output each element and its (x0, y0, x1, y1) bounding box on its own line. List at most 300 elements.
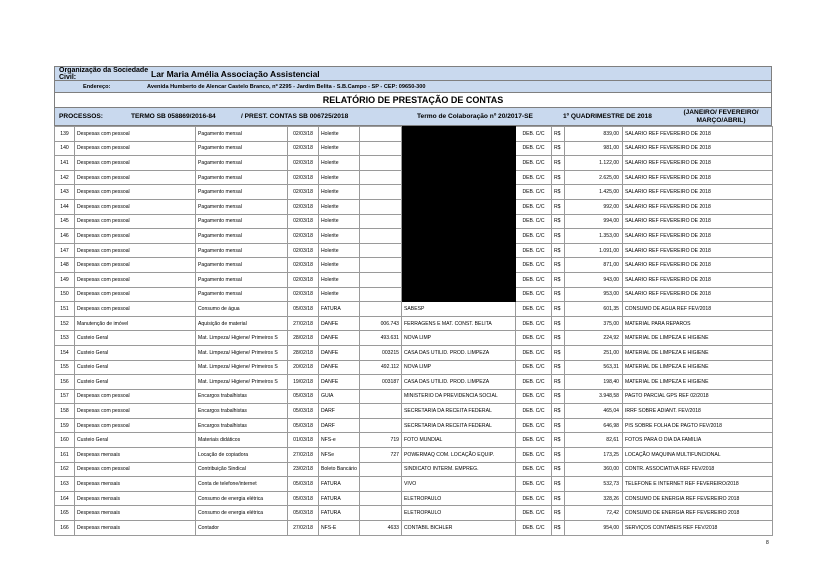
supplier-cell (402, 214, 516, 229)
category-cell: Despesas com pessoal (75, 272, 196, 287)
document-type-cell: DARF (319, 418, 360, 433)
description-cell: Conta de telefone/internet (196, 477, 288, 492)
currency-cell: R$ (552, 302, 565, 317)
description-cell: Pagamento mensal (196, 141, 288, 156)
currency-cell: R$ (552, 272, 565, 287)
date-cell: 01/03/18 (288, 433, 319, 448)
value-cell: 563,31 (565, 360, 623, 375)
date-cell: 27/02/18 (288, 316, 319, 331)
table-row (55, 331, 773, 346)
category-cell: Despesas com pessoal (75, 229, 196, 244)
history-cell: SALARIO REF FEVEREIRO DE 2018 (623, 156, 773, 171)
description-cell: Pagamento mensal (196, 229, 288, 244)
description-cell: Contribuição Sindical (196, 462, 288, 477)
description-cell: Pagamento mensal (196, 185, 288, 200)
currency-cell: R$ (552, 360, 565, 375)
value-cell: 646,98 (565, 418, 623, 433)
currency-cell: R$ (552, 462, 565, 477)
payment-method-cell: DEB. C/C (516, 506, 552, 521)
document-type-cell: Holerite (319, 185, 360, 200)
document-number-cell (360, 243, 402, 258)
row-number-cell: 149 (55, 272, 75, 287)
history-cell: SALARIO REF FEVEREIRO DE 2018 (623, 127, 773, 142)
value-cell: 251,00 (565, 345, 623, 360)
row-number-cell: 144 (55, 199, 75, 214)
history-cell: SALARIO REF FEVEREIRO DE 2018 (623, 141, 773, 156)
value-cell: 1.353,00 (565, 229, 623, 244)
document-number-cell (360, 170, 402, 185)
supplier-cell: NOVA LIMP (402, 331, 516, 346)
payment-method-cell: DEB. C/C (516, 199, 552, 214)
value-cell: 954,00 (565, 521, 623, 536)
payment-method-cell: DEB. C/C (516, 316, 552, 331)
document-number-cell (360, 214, 402, 229)
document-type-cell: NFS-E (319, 521, 360, 536)
category-cell: Despesas com pessoal (75, 170, 196, 185)
value-cell: 839,00 (565, 127, 623, 142)
table-row (55, 214, 773, 229)
currency-cell: R$ (552, 389, 565, 404)
currency-cell: R$ (552, 185, 565, 200)
row-number-cell: 163 (55, 477, 75, 492)
document-type-cell: FATURA (319, 477, 360, 492)
currency-cell: R$ (552, 316, 565, 331)
table-row (55, 302, 773, 317)
document-type-cell: DANFE (319, 360, 360, 375)
description-cell: Pagamento mensal (196, 199, 288, 214)
table-row (55, 360, 773, 375)
category-cell: Despesas com pessoal (75, 418, 196, 433)
description-cell: Materiais didáticos (196, 433, 288, 448)
history-cell: SERVIÇOS CONTABEIS REF FEV/2018 (623, 521, 773, 536)
row-number-cell: 153 (55, 331, 75, 346)
history-cell: IRRF SOBRE ADIANT. FEV/2018 (623, 404, 773, 419)
report-title: RELATÓRIO DE PRESTAÇÃO DE CONTAS (54, 93, 772, 108)
table-row (55, 345, 773, 360)
document-number-cell: 719 (360, 433, 402, 448)
document-number-cell (360, 287, 402, 302)
processes-header (54, 108, 772, 126)
document-number-cell (360, 506, 402, 521)
date-cell: 02/03/18 (288, 214, 319, 229)
document-type-cell: FATURA (319, 491, 360, 506)
category-cell: Despesas com pessoal (75, 185, 196, 200)
supplier-cell (402, 243, 516, 258)
document-type-cell: Holerite (319, 199, 360, 214)
currency-cell: R$ (552, 448, 565, 463)
table-row (55, 229, 773, 244)
category-cell: Custeio Geral (75, 375, 196, 390)
description-cell: Contador (196, 521, 288, 536)
category-cell: Despesas com pessoal (75, 243, 196, 258)
supplier-cell (402, 272, 516, 287)
document-type-cell: DANFE (319, 375, 360, 390)
description-cell: Mat. Limpeza/ Higiene/ Primeiros S (196, 345, 288, 360)
payment-method-cell: DEB. C/C (516, 404, 552, 419)
table-row (55, 156, 773, 171)
supplier-cell (402, 185, 516, 200)
payment-method-cell: DEB. C/C (516, 477, 552, 492)
row-number-cell: 154 (55, 345, 75, 360)
history-cell: TELEFONE E INTERNET REF FEVEREIRO/2018 (623, 477, 773, 492)
document-type-cell: Holerite (319, 127, 360, 142)
supplier-cell (402, 156, 516, 171)
report-sheet (54, 66, 772, 536)
description-cell: Locação de copiadora (196, 448, 288, 463)
prestacao-contas-number: / PREST. CONTAS SB 006725/2018 (241, 113, 349, 120)
value-cell: 532,73 (565, 477, 623, 492)
supplier-cell: VIVO (402, 477, 516, 492)
row-number-cell: 142 (55, 170, 75, 185)
row-number-cell: 150 (55, 287, 75, 302)
document-type-cell: GUIA (319, 389, 360, 404)
date-cell: 23/02/18 (288, 462, 319, 477)
date-cell: 02/03/18 (288, 156, 319, 171)
value-cell: 981,00 (565, 141, 623, 156)
payment-method-cell: DEB. C/C (516, 214, 552, 229)
date-cell: 05/03/18 (288, 389, 319, 404)
organization-header (54, 66, 772, 81)
row-number-cell: 162 (55, 462, 75, 477)
document-number-cell: 493.631 (360, 331, 402, 346)
currency-cell: R$ (552, 170, 565, 185)
table-row (55, 185, 773, 200)
document-number-cell (360, 229, 402, 244)
value-cell: 992,00 (565, 199, 623, 214)
supplier-cell: ELETROPAULO (402, 491, 516, 506)
table-row (55, 389, 773, 404)
supplier-cell: FERRAGENS E MAT. CONST. BELITA (402, 316, 516, 331)
row-number-cell: 151 (55, 302, 75, 317)
category-cell: Despesas mensais (75, 506, 196, 521)
document-number-cell (360, 127, 402, 142)
category-cell: Custeio Geral (75, 331, 196, 346)
row-number-cell: 156 (55, 375, 75, 390)
payment-method-cell: DEB. C/C (516, 418, 552, 433)
supplier-cell: SECRETARIA DA RECEITA FEDERAL (402, 404, 516, 419)
supplier-cell: ELETROPAULO (402, 506, 516, 521)
description-cell: Mat. Limpeza/ Higiene/ Primeiros S (196, 331, 288, 346)
termo-number: TERMO SB 058869/2016-84 (131, 113, 216, 120)
row-number-cell: 160 (55, 433, 75, 448)
row-number-cell: 158 (55, 404, 75, 419)
category-cell: Despesas mensais (75, 448, 196, 463)
document-number-cell (360, 302, 402, 317)
document-number-cell: 003187 (360, 375, 402, 390)
date-cell: 05/03/18 (288, 477, 319, 492)
currency-cell: R$ (552, 506, 565, 521)
document-type-cell: Holerite (319, 287, 360, 302)
payment-method-cell: DEB. C/C (516, 521, 552, 536)
value-cell: 72,42 (565, 506, 623, 521)
history-cell: MATERIAL DE LIMPEZA E HIGIENE (623, 345, 773, 360)
description-cell: Consumo de energia elétrica (196, 491, 288, 506)
payment-method-cell: DEB. C/C (516, 287, 552, 302)
document-number-cell (360, 404, 402, 419)
supplier-cell (402, 258, 516, 273)
currency-cell: R$ (552, 229, 565, 244)
description-cell: Encargos trabalhistas (196, 404, 288, 419)
processes-label: PROCESSOS: (59, 113, 103, 120)
payment-method-cell: DEB. C/C (516, 185, 552, 200)
date-cell: 02/03/18 (288, 258, 319, 273)
table-row (55, 316, 773, 331)
row-number-cell: 146 (55, 229, 75, 244)
history-cell: CONTR. ASSOCIATIVA REF FEV/2018 (623, 462, 773, 477)
table-row (55, 521, 773, 536)
document-number-cell (360, 258, 402, 273)
description-cell: Pagamento mensal (196, 287, 288, 302)
category-cell: Despesas com pessoal (75, 127, 196, 142)
payment-method-cell: DEB. C/C (516, 462, 552, 477)
value-cell: 375,00 (565, 316, 623, 331)
payment-method-cell: DEB. C/C (516, 360, 552, 375)
table-row (55, 141, 773, 156)
currency-cell: R$ (552, 375, 565, 390)
document-type-cell: Holerite (319, 170, 360, 185)
currency-cell: R$ (552, 243, 565, 258)
row-number-cell: 157 (55, 389, 75, 404)
date-cell: 27/02/18 (288, 521, 319, 536)
document-number-cell (360, 389, 402, 404)
table-row (55, 418, 773, 433)
document-type-cell: NFSe (319, 448, 360, 463)
history-cell: SALARIO REF FEVEREIRO DE 2018 (623, 214, 773, 229)
history-cell: SALARIO REF FEVEREIRO DE 2018 (623, 272, 773, 287)
value-cell: 173,25 (565, 448, 623, 463)
history-cell: SALARIO REF FEVEREIRO DE 2018 (623, 229, 773, 244)
history-cell: LOCAÇÃO MAQUINA MULTIFUNCIONAL (623, 448, 773, 463)
row-number-cell: 164 (55, 491, 75, 506)
currency-cell: R$ (552, 331, 565, 346)
date-cell: 02/03/18 (288, 229, 319, 244)
table-row (55, 127, 773, 142)
history-cell: MATERIAL DE LIMPEZA E HIGIENE (623, 375, 773, 390)
history-cell: SALARIO REF FEVEREIRO DE 2018 (623, 258, 773, 273)
supplier-cell (402, 141, 516, 156)
supplier-cell: CASA DAS UTILID. PROD. LIMPEZA (402, 345, 516, 360)
table-row (55, 199, 773, 214)
document-number-cell (360, 272, 402, 287)
date-cell: 28/02/18 (288, 331, 319, 346)
value-cell: 360,00 (565, 462, 623, 477)
document-type-cell: DANFE (319, 331, 360, 346)
table-row (55, 448, 773, 463)
currency-cell: R$ (552, 258, 565, 273)
value-cell: 953,00 (565, 287, 623, 302)
payment-method-cell: DEB. C/C (516, 272, 552, 287)
document-number-cell: 4633 (360, 521, 402, 536)
date-cell: 05/03/18 (288, 506, 319, 521)
organization-label: Organização da Sociedade Civil: (59, 66, 149, 81)
document-type-cell: Holerite (319, 272, 360, 287)
description-cell: Encargos trabalhistas (196, 418, 288, 433)
value-cell: 82,61 (565, 433, 623, 448)
periodo-line-1: (JANEIRO/ FEVEREIRO/ (683, 109, 759, 116)
history-cell: MATERIAL DE LIMPEZA E HIGIENE (623, 360, 773, 375)
row-number-cell: 143 (55, 185, 75, 200)
date-cell: 02/03/18 (288, 287, 319, 302)
supplier-cell: FOTO MUNDIAL (402, 433, 516, 448)
date-cell: 02/03/18 (288, 141, 319, 156)
description-cell: Pagamento mensal (196, 243, 288, 258)
table-row (55, 287, 773, 302)
category-cell: Despesas com pessoal (75, 141, 196, 156)
supplier-cell: SINDICATO INTERM. EMPREG. (402, 462, 516, 477)
table-row (55, 462, 773, 477)
table-row (55, 243, 773, 258)
history-cell: SALARIO REF FEVEREIRO DE 2018 (623, 287, 773, 302)
category-cell: Despesas mensais (75, 521, 196, 536)
value-cell: 224,92 (565, 331, 623, 346)
description-cell: Consumo de água (196, 302, 288, 317)
address-value: Avenida Humberto de Alencar Castelo Branco, nº 2295 - Jardim Belita - S.B.Campo - SP - CEP: 09650-300 (147, 83, 426, 90)
history-cell: CONSUMO DE ENERGIA REF FEVEREIRO 2018 (623, 506, 773, 521)
supplier-cell (402, 199, 516, 214)
category-cell: Custeio Geral (75, 360, 196, 375)
date-cell: 02/03/18 (288, 185, 319, 200)
description-cell: Mat. Limpeza/ Higiene/ Primeiros S (196, 375, 288, 390)
quadrimestre: 1º QUADRIMESTRE DE 2018 (563, 113, 652, 120)
category-cell: Despesas mensais (75, 477, 196, 492)
description-cell: Consumo de energia elétrica (196, 506, 288, 521)
periodo-line-2: MARÇO/ABRIL) (696, 116, 746, 124)
row-number-cell: 140 (55, 141, 75, 156)
row-number-cell: 147 (55, 243, 75, 258)
document-type-cell: Holerite (319, 229, 360, 244)
document-type-cell: Holerite (319, 141, 360, 156)
row-number-cell: 165 (55, 506, 75, 521)
table-row (55, 506, 773, 521)
description-cell: Pagamento mensal (196, 272, 288, 287)
history-cell: MATERIAL PARA REPAROS (623, 316, 773, 331)
document-number-cell: 006.743 (360, 316, 402, 331)
document-number-cell: 003215 (360, 345, 402, 360)
document-number-cell (360, 185, 402, 200)
date-cell: 05/03/18 (288, 302, 319, 317)
description-cell: Pagamento mensal (196, 214, 288, 229)
category-cell: Despesas com pessoal (75, 258, 196, 273)
currency-cell: R$ (552, 199, 565, 214)
date-cell: 02/03/18 (288, 272, 319, 287)
value-cell: 871,00 (565, 258, 623, 273)
address-header (54, 81, 772, 93)
value-cell: 465,04 (565, 404, 623, 419)
row-number-cell: 161 (55, 448, 75, 463)
table-row (55, 433, 773, 448)
payment-method-cell: DEB. C/C (516, 127, 552, 142)
date-cell: 28/02/18 (288, 345, 319, 360)
row-number-cell: 159 (55, 418, 75, 433)
payment-method-cell: DEB. C/C (516, 375, 552, 390)
date-cell: 02/03/18 (288, 243, 319, 258)
category-cell: Despesas com pessoal (75, 287, 196, 302)
document-number-cell (360, 418, 402, 433)
supplier-cell: POWERMAQ COM. LOCAÇÃO EQUIP. (402, 448, 516, 463)
value-cell: 1.122,00 (565, 156, 623, 171)
supplier-cell: CONTABIL BICHLER (402, 521, 516, 536)
currency-cell: R$ (552, 141, 565, 156)
currency-cell: R$ (552, 404, 565, 419)
row-number-cell: 141 (55, 156, 75, 171)
currency-cell: R$ (552, 418, 565, 433)
history-cell: CONSUMO DE AGUA REF FEV/2018 (623, 302, 773, 317)
document-number-cell: 727 (360, 448, 402, 463)
payment-method-cell: DEB. C/C (516, 345, 552, 360)
payment-method-cell: DEB. C/C (516, 302, 552, 317)
payment-method-cell: DEB. C/C (516, 389, 552, 404)
row-number-cell: 155 (55, 360, 75, 375)
payment-method-cell: DEB. C/C (516, 433, 552, 448)
page-number: 8 (766, 540, 769, 546)
termo-colaboracao: Termo de Colaboração nº 20/2017-SE (417, 113, 533, 120)
supplier-cell: NOVA LIMP (402, 360, 516, 375)
document-type-cell: Holerite (319, 243, 360, 258)
expenses-table (54, 126, 773, 536)
document-number-cell (360, 477, 402, 492)
document-number-cell (360, 141, 402, 156)
category-cell: Despesas com pessoal (75, 462, 196, 477)
category-cell: Despesas com pessoal (75, 302, 196, 317)
value-cell: 198,40 (565, 375, 623, 390)
payment-method-cell: DEB. C/C (516, 170, 552, 185)
history-cell: FOTOS PARA O DIA DA FAMILIA (623, 433, 773, 448)
currency-cell: R$ (552, 156, 565, 171)
currency-cell: R$ (552, 287, 565, 302)
description-cell: Pagamento mensal (196, 127, 288, 142)
table-row (55, 170, 773, 185)
table-row (55, 477, 773, 492)
currency-cell: R$ (552, 521, 565, 536)
table-row (55, 258, 773, 273)
date-cell: 27/02/18 (288, 448, 319, 463)
category-cell: Despesas com pessoal (75, 404, 196, 419)
supplier-cell: SECRETARIA DA RECEITA FEDERAL (402, 418, 516, 433)
payment-method-cell: DEB. C/C (516, 229, 552, 244)
date-cell: 02/03/18 (288, 170, 319, 185)
value-cell: 2.625,00 (565, 170, 623, 185)
table-row (55, 375, 773, 390)
supplier-cell: SABESP (402, 302, 516, 317)
currency-cell: R$ (552, 127, 565, 142)
document-type-cell: DARF (319, 404, 360, 419)
date-cell: 02/03/18 (288, 127, 319, 142)
payment-method-cell: DEB. C/C (516, 331, 552, 346)
table-row (55, 404, 773, 419)
supplier-cell (402, 170, 516, 185)
value-cell: 601,35 (565, 302, 623, 317)
description-cell: Pagamento mensal (196, 258, 288, 273)
history-cell: SALARIO REF FEVEREIRO DE 2018 (623, 170, 773, 185)
organization-name: Lar Maria Amélia Associação Assistencial (151, 68, 320, 79)
payment-method-cell: DEB. C/C (516, 243, 552, 258)
value-cell: 328,26 (565, 491, 623, 506)
document-type-cell: DANFE (319, 345, 360, 360)
document-type-cell: FATURA (319, 302, 360, 317)
date-cell: 20/02/18 (288, 360, 319, 375)
table-row (55, 272, 773, 287)
document-number-cell: 492.112 (360, 360, 402, 375)
category-cell: Despesas com pessoal (75, 156, 196, 171)
payment-method-cell: DEB. C/C (516, 156, 552, 171)
description-cell: Pagamento mensal (196, 170, 288, 185)
document-type-cell: FATURA (319, 506, 360, 521)
description-cell: Mat. Limpeza/ Higiene/ Primeiros S (196, 360, 288, 375)
history-cell: PIS SOBRE FOLHA DE PAGTO FEV/2018 (623, 418, 773, 433)
category-cell: Despesas com pessoal (75, 214, 196, 229)
payment-method-cell: DEB. C/C (516, 141, 552, 156)
supplier-cell (402, 229, 516, 244)
